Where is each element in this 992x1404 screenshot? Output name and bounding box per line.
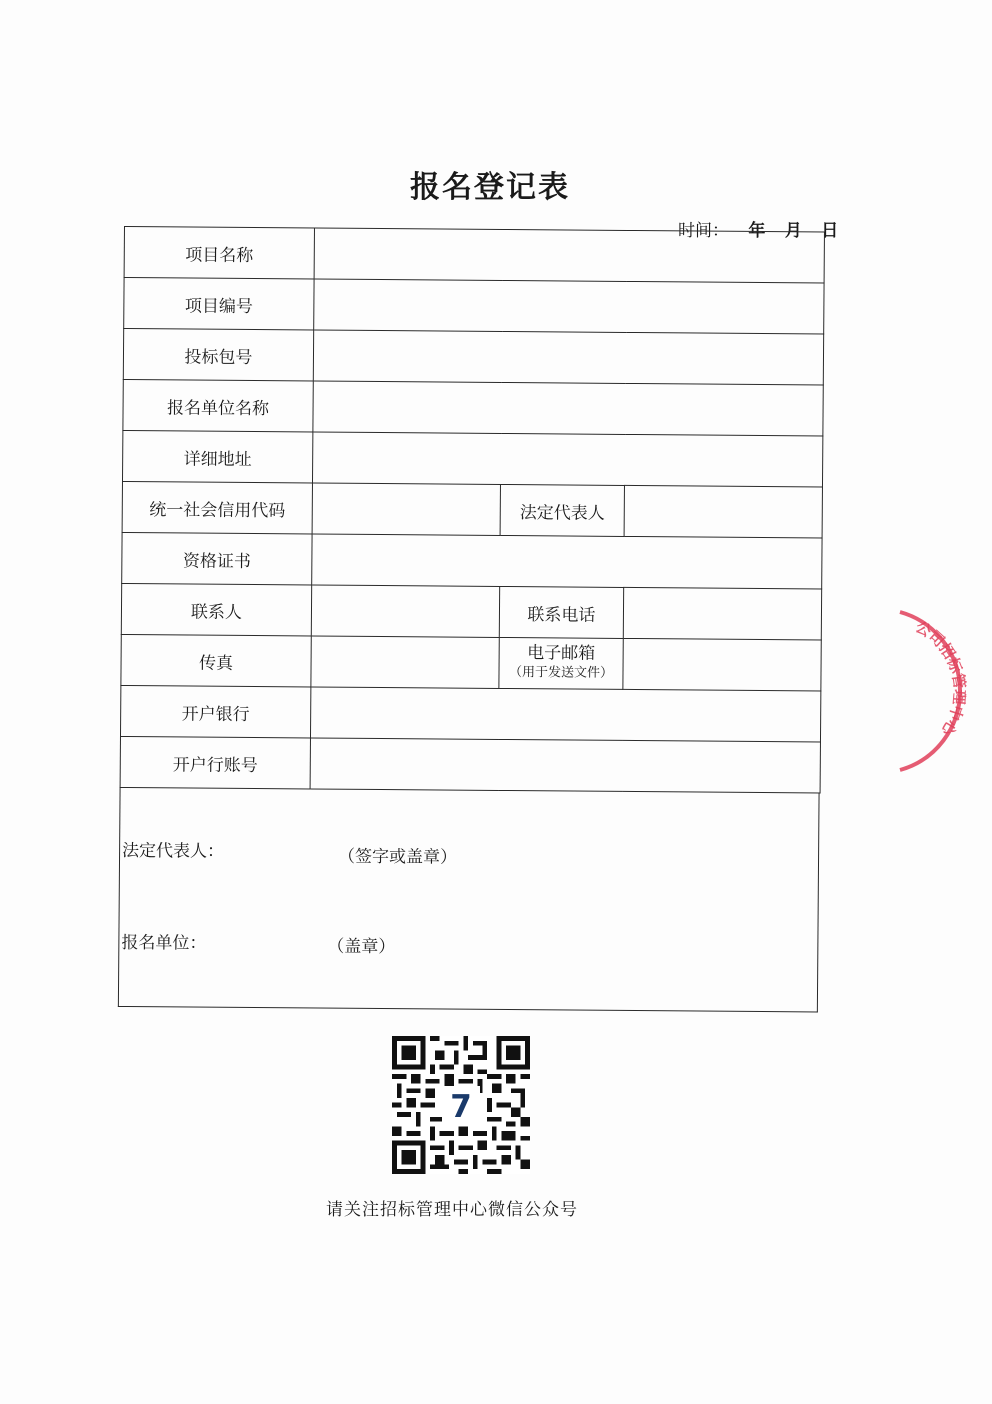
label-contact: 联系人 — [121, 583, 311, 635]
seal-stamp-icon — [878, 606, 968, 776]
label-fax: 传真 — [121, 634, 311, 686]
label-qualification: 资格证书 — [122, 532, 312, 584]
field-contact[interactable] — [311, 585, 499, 637]
registration-form — [118, 226, 832, 1032]
row-bid-package — [123, 329, 823, 385]
signature-area — [118, 788, 820, 1012]
label-bank: 开户银行 — [120, 685, 310, 737]
field-bid-package[interactable] — [313, 330, 823, 385]
row-project-number — [124, 278, 824, 334]
label-project-number: 项目编号 — [124, 278, 314, 330]
field-address[interactable] — [312, 432, 822, 487]
label-legal-rep: 法定代表人 — [500, 484, 624, 536]
qr-code-icon — [392, 1036, 530, 1174]
field-qualification[interactable] — [312, 534, 822, 589]
form-title: 报名登记表 — [410, 170, 570, 205]
qr-caption: 请关注招标管理中心微信公众号 — [326, 1200, 578, 1220]
row-credit-code — [122, 481, 822, 537]
row-fax — [121, 634, 821, 690]
label-project-name: 项目名称 — [124, 227, 314, 279]
label-company-name: 报名单位名称 — [123, 379, 313, 431]
label-address: 详细地址 — [122, 430, 312, 482]
label-email-note: （用于发送文件） — [508, 665, 614, 681]
row-address — [122, 430, 822, 486]
field-company-name[interactable] — [313, 381, 823, 436]
date-label: 时间： — [678, 221, 729, 241]
legal-rep-sign-label: 法定代表人： — [122, 841, 225, 862]
field-account[interactable] — [310, 738, 820, 793]
row-project-name — [124, 227, 824, 283]
row-contact — [121, 583, 821, 639]
company-seal — [878, 606, 968, 776]
row-account — [120, 736, 820, 792]
form-table — [120, 226, 825, 793]
label-email — [499, 637, 623, 689]
label-email-text: 电子邮箱 — [527, 643, 596, 664]
row-company-name — [123, 379, 823, 435]
label-bid-package: 投标包号 — [123, 329, 313, 381]
unit-sign-label: 报名单位： — [121, 933, 207, 954]
row-bank — [120, 685, 820, 741]
label-account: 开户行账号 — [120, 736, 310, 788]
field-phone[interactable] — [623, 587, 821, 640]
field-credit-code[interactable] — [312, 483, 500, 535]
legal-rep-sign-hint: （签字或盖章） — [337, 846, 458, 868]
svg-text:公司招标管理中心 — [912, 618, 968, 740]
field-legal-rep[interactable] — [624, 485, 822, 538]
seal-text: 公司招标管理中心 — [912, 617, 968, 739]
date-day: 日 — [821, 221, 839, 241]
field-project-name[interactable] — [314, 228, 824, 283]
field-bank[interactable] — [310, 687, 820, 742]
qr-code[interactable] — [392, 1036, 530, 1174]
label-credit-code: 统一社会信用代码 — [122, 481, 312, 533]
svg-text:7: 7 — [450, 1088, 472, 1125]
field-fax[interactable] — [311, 636, 499, 688]
date-month: 月 — [784, 221, 802, 241]
field-email[interactable] — [623, 638, 821, 691]
field-project-number[interactable] — [314, 279, 824, 334]
date-year: 年 — [748, 221, 766, 241]
unit-sign-hint: （盖章） — [327, 936, 396, 958]
row-qualification — [122, 532, 822, 588]
label-phone: 联系电话 — [499, 586, 623, 638]
